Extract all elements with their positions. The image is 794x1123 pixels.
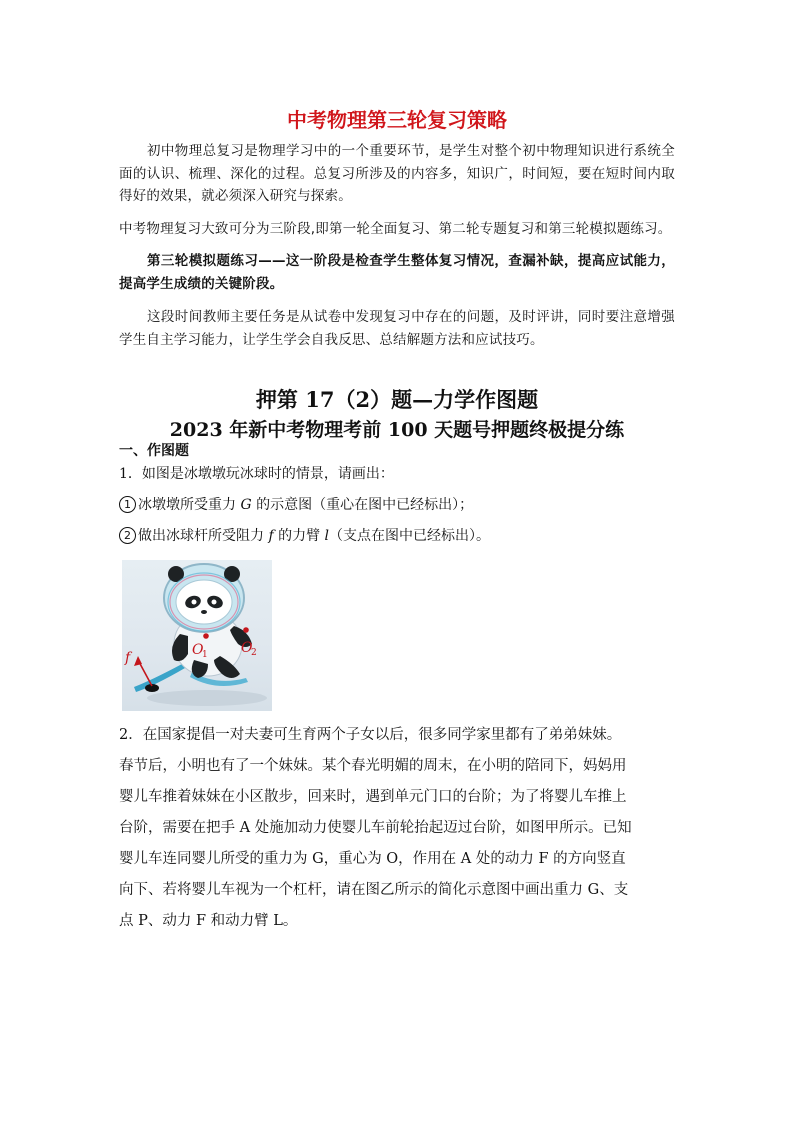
intro-paragraph-4: 这段时间教师主要任务是从试卷中发现复习中存在的问题，及时评讲，同时要注意增强学生自主学习能力，让学生学会自我反思、总结解题方法和应试技巧。 xyxy=(119,309,675,348)
label-o1-sub: 1 xyxy=(202,650,208,660)
floor-shadow xyxy=(147,690,267,706)
question-2-line-2: 春节后，小明也有了一个妹妹。某个春光明媚的周末，在小明的陪同下，妈妈用 xyxy=(119,758,627,774)
panda-eye-left-highlight xyxy=(192,600,197,605)
question-2 xyxy=(119,720,689,937)
panda-nose xyxy=(201,610,207,614)
question-2-line-4: 台阶，需要在把手 A 处施加动力使婴儿车前轮抬起迈过台阶，如图甲所示。已知 xyxy=(119,820,632,836)
point-o2-dot xyxy=(243,627,249,633)
question-2-line-6: 向下、若将婴儿车视为一个杠杆，请在图乙所示的简化示意图中画出重力 G、支 xyxy=(119,882,629,898)
question-2-line-5: 婴儿车连同婴儿所受的重力为 G，重心为 O，作用在 A 处的动力 F 的方向竖直 xyxy=(119,851,626,867)
point-o1-dot xyxy=(203,633,209,639)
question-1-stem: 1．如图是冰墩墩玩冰球时的情景，请画出： xyxy=(119,466,394,482)
circled-number-1: 1 xyxy=(119,496,136,513)
circled-number-2: 2 xyxy=(119,527,136,544)
label-o2: O xyxy=(241,640,253,656)
question-1 xyxy=(119,459,679,552)
item-2-var-f: f xyxy=(268,528,274,544)
panda-face xyxy=(176,580,232,624)
item-1-var-g: G xyxy=(240,497,252,513)
question-1-item-1 xyxy=(119,490,679,521)
label-o2-sub: 2 xyxy=(251,648,257,658)
bing-dwen-dwen-figure xyxy=(122,560,272,711)
item-2-text-c: （支点在图中已经标出）。 xyxy=(329,528,491,544)
item-1-text-b: 的示意图（重心在图中已经标出）； xyxy=(251,497,474,513)
question-2-line-3: 婴儿车推着妹妹在小区散步，回来时，遇到单元门口的台阶；为了将婴儿车推上 xyxy=(119,789,627,805)
panda-eye-right-highlight xyxy=(212,600,217,605)
item-2-text-b: 的力臂 xyxy=(273,528,325,544)
section-title: 押第 17（2）题—力学作图题 xyxy=(255,387,539,412)
intro-paragraph-3: 第三轮模拟题练习——这一阶段是检查学生整体复习情况，查漏补缺，提高应试能力，提高学生成绩的关键阶段。 xyxy=(119,253,675,292)
item-1-text-a: 冰墩墩所受重力 xyxy=(138,497,241,513)
page-title: 中考物理第三轮复习策略 xyxy=(287,108,507,132)
intro-paragraph-1: 初中物理总复习是物理学习中的一个重要环节，是学生对整个初中物理知识进行系统全面的认识、梳理、深化的过程。总复习所涉及的内容多，知识广，时间短，要在短时间内取得好的效果，就必须深入研究与探索。 xyxy=(119,143,675,204)
item-2-text-a: 做出冰球杆所受阻力 xyxy=(138,528,269,544)
question-2-line-7: 点 P、动力 F 和动力臂 L。 xyxy=(119,913,298,929)
label-o1: O xyxy=(192,642,204,658)
question-1-item-2 xyxy=(119,521,679,552)
section-heading: 一、作图题 xyxy=(119,443,189,459)
section-subtitle: 2023 年新中考物理考前 100 天题号押题终极提分练 xyxy=(169,419,625,441)
question-2-line-1: 2．在国家提倡一对夫妻可生育两个子女以后，很多同学家里都有了弟弟妹妹。 xyxy=(119,727,622,743)
label-f: f xyxy=(125,650,131,666)
ice-hockey-illustration xyxy=(122,560,272,711)
intro-paragraph-2: 中考物理复习大致可分为三阶段,即第一轮全面复习、第二轮专题复习和第三轮模拟题练习。 xyxy=(119,221,672,237)
item-2-var-l: l xyxy=(324,528,330,544)
